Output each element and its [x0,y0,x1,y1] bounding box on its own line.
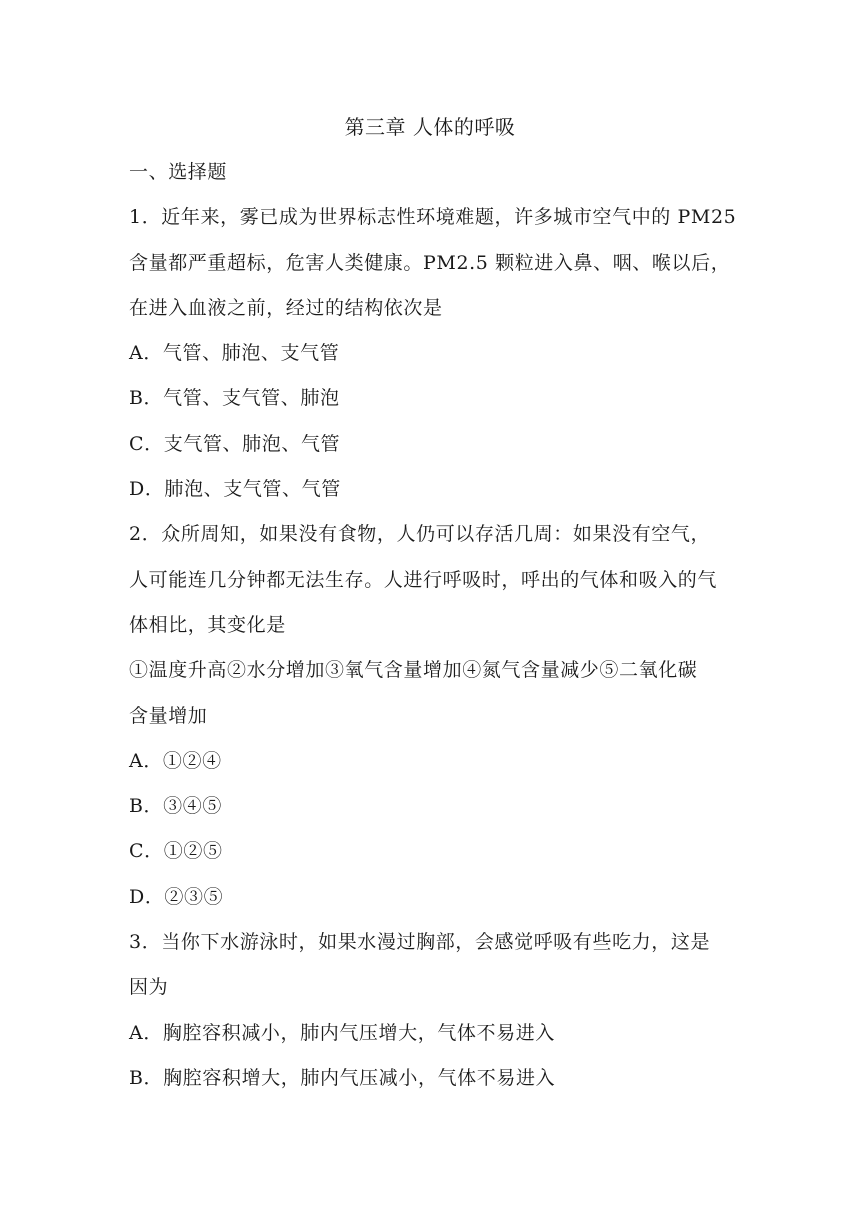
question-stem-line: 因为 [129,976,169,999]
document-body [129,157,737,1108]
option-b: B．③④⑤ [129,795,222,818]
question-stem-line: 在进入血液之前，经过的结构依次是 [129,296,443,319]
option-a: A．气管、肺泡、支气管 [129,342,340,365]
option-b: B．胸腔容积增大，肺内气压减小，气体不易进入 [129,1066,556,1089]
question-3 [129,927,734,1108]
option-a: A．胸腔容积减小，肺内气压增大，气体不易进入 [129,1021,555,1044]
option-c: C．支气管、肺泡、气管 [129,432,341,455]
option-c: C．①②⑤ [129,840,223,863]
option-d: D．肺泡、支气管、气管 [129,478,341,501]
question-stem-line: 3．当你下水游泳时，如果水漫过胸部，会感觉呼吸有些吃力，这是 [129,931,711,954]
question-stem-line: 人可能连几分钟都无法生存。人进行呼吸时，呼出的气体和吸入的气 [129,568,718,591]
question-stem-line: 含量都严重超标，危害人类健康。PM2.5 颗粒进入鼻、咽、喉以后， [129,251,731,274]
question-stem-line: ①温度升高②水分增加③氧气含量增加④氮气含量减少⑤二氧化碳 [129,659,698,682]
option-a: A．①②④ [129,749,222,772]
question-1 [129,202,737,519]
section-heading: 一、选择题 [129,161,228,183]
question-stem-line: 体相比，其变化是 [129,613,286,636]
chapter-title: 第三章 人体的呼吸 [344,115,516,139]
option-d: D．②③⑤ [129,885,224,908]
option-b: B．气管、支气管、肺泡 [129,387,340,410]
question-stem-line: 含量增加 [129,704,208,727]
question-stem-line: 1．近年来，雾已成为世界标志性环境难题，许多城市空气中的 PM25 [129,206,737,229]
question-stem-line: 2．众所周知，如果没有食物，人仍可以存活几周：如果没有空气， [129,523,711,546]
question-2 [129,519,734,927]
